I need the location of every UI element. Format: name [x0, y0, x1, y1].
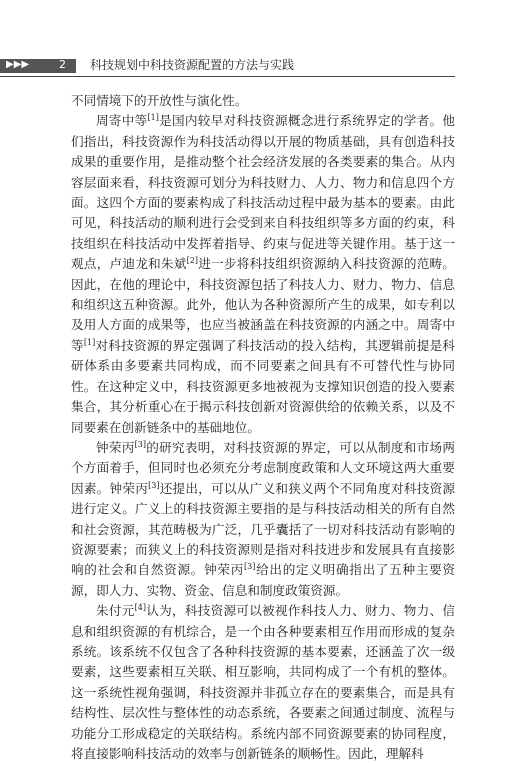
paragraph: [71, 438, 455, 601]
citation-ref: [2]: [186, 256, 198, 266]
paragraph-text: 是国内较早对科技资源概念进行系统界定的学者。他们指出，科技资源作为科技活动得以开展的物质基础，具有创造科技成果的重要作用，是推动整个社会经济发展的各类要素的集合。从内容层面来看，科技资源可划分为科技财力、人力、物力和信息四个方面。这四个方面的要素构成了科技活动过程中最为基本的要素。由此可见，科技活动的顺利进行会受到来自科技组织等多方面的约束，科技组织在科技活动中发挥着指导、约束与促进等关键作用。基于这一观点，卢迪龙和朱斌: [71, 113, 456, 272]
running-title: 科技规划中科技资源配置的方法与实践: [90, 58, 295, 72]
page-number: 2: [59, 58, 66, 71]
paragraph: [71, 111, 455, 438]
paragraph-text: 钟荣丙: [96, 439, 135, 455]
header-arrow-icons: ▶▶▶: [6, 59, 30, 70]
paragraph-text: 还提出，可以从广义和狭义两个不同角度对科技资源进行定义。广义上的科技资源主要指的是与科技活动相关的所有自然和社会资源，其范畴极为广泛，几乎囊括了一切对科技活动有影响的资源要素；而狭义上的科技资源则是指对科技进步和发展具有直接影响的社会和自然资源。钟荣丙: [71, 480, 456, 578]
paragraph-text: 不同情境下的开放性与演化性。: [71, 93, 248, 108]
paragraph: [71, 91, 455, 111]
paragraph-text: 给出的定义明确指出了五种主要资源，即人力、实物、资金、信息和制度政策资源。: [71, 562, 456, 598]
paragraph: [71, 601, 455, 764]
citation-ref: [3]: [244, 562, 256, 572]
header-rule: [0, 76, 455, 77]
body-text: [71, 91, 455, 764]
paragraph-text: 对科技资源的界定强调了科技活动的投入结构，其逻辑前提是科研体系由多要素共同构成，而不同要素之间具有不可替代性与协同性。在这种定义中，科技资源更多地被视为支撑知识创造的投入要素集合，其分析重心在于揭示科技创新对资源供给的依赖关系，以及不同要素在创新链条中的基础地位。: [71, 337, 456, 435]
citation-ref: [1]: [147, 113, 159, 123]
paragraph-text: 的研究表明，对科技资源的界定，可以从制度和市场两个方面着手，但同时也必须充分考虑制度政策和人文环境这两大重要因素。钟荣丙: [71, 439, 456, 496]
citation-ref: [1]: [83, 337, 96, 347]
page-header: [0, 0, 520, 72]
paragraph-text: 进一步将科技组织资源纳入科技资源的范畴。因此，在他的理论中，科技资源包括了科技人力、财力、物力、信息和组织这五种资源。此外，他认为各种资源所产生的成果，如专利以及用人方面的成果等，也应当被涵盖在科技资源的内涵之中。周寄中等: [71, 256, 456, 353]
paragraph-text: 周寄中等: [96, 113, 148, 129]
citation-ref: [4]: [134, 602, 146, 612]
paragraph-text: 认为，科技资源可以被视作科技人力、财力、物力、信息和组织资源的有机综合，是一个由各种要素相互作用而形成的复杂系统。该系统不仅包含了各种科技资源的基本要素，还涵盖了次一级要素，这些要素相互关联、相互影响，共同构成了一个有机的整体。这一系统性视角强调，科技资源并非孤立存在的要素集合，而是具有结构性、层次性与整体性的动态系统，各要素之间通过制度、流程与功能分工形成稳定的关联结构。系统内部不同资源要素的协同程度，将直接影响科技活动的效率与创新链条的顺畅性。因此，理解科: [71, 603, 456, 761]
citation-ref: [3]: [148, 480, 160, 490]
citation-ref: [3]: [134, 439, 146, 449]
paragraph-text: 朱付元: [96, 603, 135, 619]
